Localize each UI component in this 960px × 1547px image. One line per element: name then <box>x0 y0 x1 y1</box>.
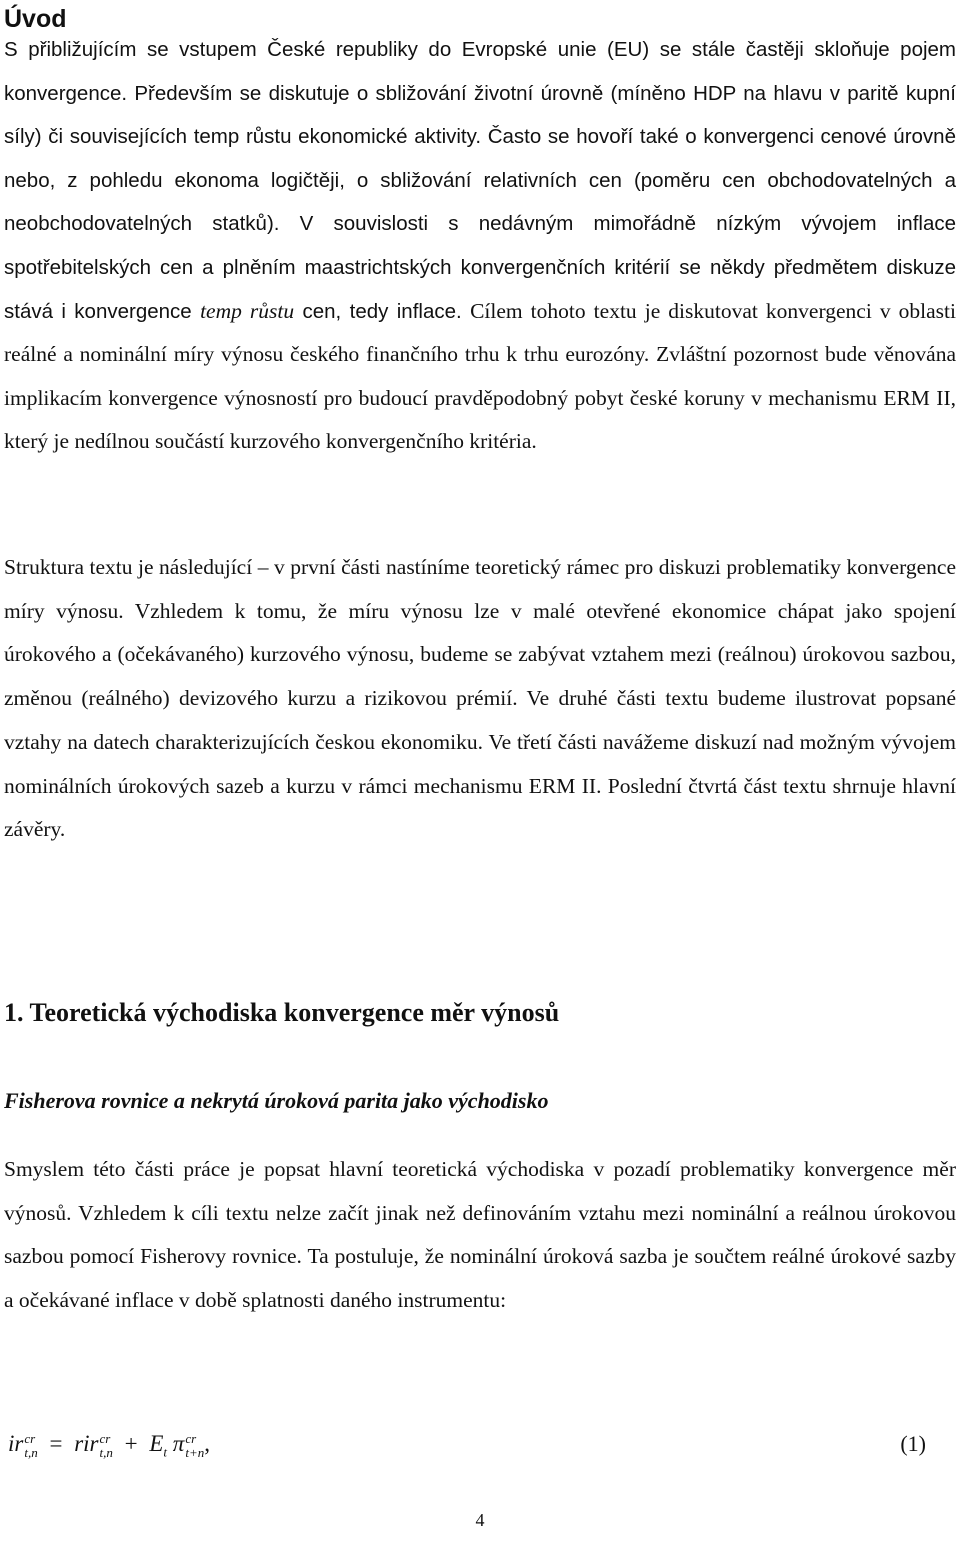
eq-lhs-sub: t,n <box>24 1444 38 1460</box>
eq-inflation-scripts <box>185 1432 204 1460</box>
intro-paragraph-2: Struktura textu je následující – v první části nastíníme teoretický rámec pro diskuzi problematiky konvergence míry výnosu. Vzhledem k tomu, že míru výnosu lze v malé otevřené ekonomice chápat jako spojení úrokového a (očekávaného) kurzového výnosu, budeme se zabývat vztahem mezi (reálnou) úrokovou sazbou, změnou (reálného) devizového kurzu a rizikovou prémií. Ve druhé části textu budeme ilustrovat popsané vztahy na datech charakterizujících českou ekonomiku. Ve třetí části navážeme diskuzí nad možným vývojem nominálních úrokových sazeb a kurzu v rámci mechanismu ERM II. Poslední čtvrtá část textu shrnuje hlavní závěry. <box>4 555 956 842</box>
eq-term1: rir <box>74 1431 99 1456</box>
eq-inflation-sup: cr <box>185 1430 197 1446</box>
intro-paragraph-1-italic: temp růstu <box>200 298 295 323</box>
intro-heading: Úvod <box>4 5 67 33</box>
intro-paragraph-1-aim: Cílem tohoto textu je diskutovat konvergenci v oblasti reálné a nominální míry výnosu českého finančního trhu k trhu eurozóny. Zvláštní pozornost bude věnována implikacím konvergence výnosností pro budoucí pravděpodobný pobyt české koruny v mechanismu ERM II, který je nedílnou součástí kurzového konvergenčního kritéria. <box>4 298 956 454</box>
eq-lhs-scripts <box>24 1432 37 1460</box>
intro-paragraph-1-text: S přibližujícím se vstupem České republiky do Evropské unie (EU) se stále častěji skloňuje pojem konvergence. Především se diskutuje o sbližování životní úrovně (míněno HDP na hlavu v paritě kupní síly) či souvisejících temp růstu ekonomické aktivity. Často se hovoří také o konvergenci cenové úrovně nebo, z pohledu ekonoma logičtěji, o sbližování relativních cen (poměru cen obchodovatelných a neobchodovatelných statků). V souvislosti s nedávným mimořádně nízkým vývojem inflace spotřebitelských cen a plněním maastrichtských konvergenčních kritérií se někdy předmětem diskuze stává i konvergence <box>4 38 956 323</box>
eq-term1-sub: t,n <box>99 1444 113 1460</box>
eq-equals: = <box>49 1431 63 1456</box>
eq-expectation-sub: t <box>163 1444 168 1460</box>
eq-inflation: π <box>172 1431 185 1456</box>
eq-trailing-comma: , <box>204 1431 210 1456</box>
section-1-heading: 1. Teoretická východiska konvergence měr výnosů <box>4 998 560 1027</box>
equation-number: (1) <box>900 1431 926 1456</box>
eq-expectation: E <box>149 1431 164 1456</box>
section-1-subheading: Fisherova rovnice a nekrytá úroková parita jako východisko <box>4 1088 549 1113</box>
intro-paragraph-1-text-cont: cen, tedy inflace. <box>294 299 471 323</box>
eq-term1-scripts <box>100 1432 113 1460</box>
eq-lhs: ir <box>8 1431 24 1456</box>
eq-lhs-sup: cr <box>24 1430 36 1446</box>
fisher-equation <box>4 1424 956 1472</box>
equation-body <box>8 1424 210 1464</box>
eq-plus: + <box>124 1431 138 1456</box>
page-number: 4 <box>475 1510 485 1530</box>
eq-inflation-sub: t+n <box>185 1444 205 1460</box>
intro-paragraph-1 <box>4 28 956 464</box>
section-1-paragraph: Smyslem této části práce je popsat hlavní teoretická východiska v pozadí problematiky konvergence měr výnosů. Vzhledem k cíli textu nelze začít jinak než definováním vztahu mezi nominální a reálnou úrokovou sazbou pomocí Fisherovy rovnice. Ta postuluje, že nominální úroková sazba je součtem reálné úrokové sazby a očekávané inflace v době splatnosti daného instrumentu: <box>4 1157 956 1313</box>
eq-term1-sup: cr <box>99 1430 111 1446</box>
